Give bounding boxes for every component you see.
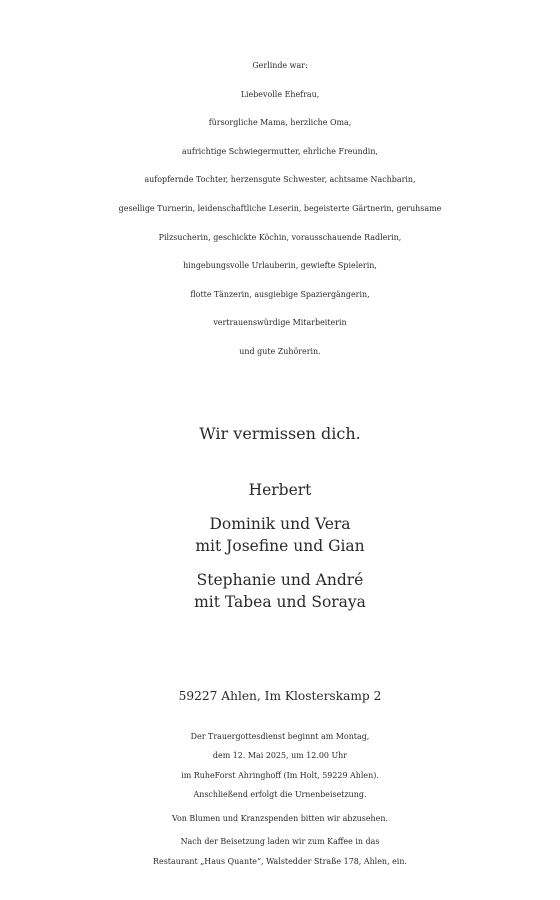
coffee-line: Restaurant „Haus Quante“, Walstedder Straße 178, Ahlen, ein. [153,856,407,866]
mourner-group [0,569,560,613]
poem-line: Liebevolle Ehefrau, [240,89,320,99]
mourners-list [0,479,560,625]
farewell-line: Wir vermissen dich. [199,424,361,443]
poem-line: vertrauenswürdige Mitarbeiterin [213,318,347,328]
poem-line: flotte Tänzerin, ausgiebige Spaziergängerin, [190,289,370,299]
poem-line: aufopfernde Tochter, herzensgute Schwester, achtsame Nachbarin, [144,175,416,185]
mourner-name: Stephanie und André [196,571,364,589]
service-line: Der Trauergottesdienst beginnt am Montag, [190,731,370,741]
mourner-name: mit Tabea und Soraya [194,593,366,611]
coffee-line: Nach der Beisetzung laden wir zum Kaffee in das [180,837,380,846]
tribute-poem [0,52,560,367]
service-info [0,727,560,805]
coffee-invitation [0,832,560,871]
service-line: Anschließend erfolgt die Urnenbeisetzung. [193,790,367,799]
poem-line: Pilzsucherin, geschickte Köchin, vorausschauende Radlerin, [158,232,402,242]
poem-line: gesellige Turnerin, leidenschaftliche Leserin, begeisterte Gärtnerin, geruhsame [118,203,442,213]
service-details [0,687,560,875]
poem-line: Gerlinde war: [252,61,308,70]
mourner-spouse [0,479,560,501]
address: 59227 Ahlen, Im Klosterskamp 2 [178,689,382,703]
poem-line: und gute Zuhörerin. [239,346,321,356]
mourner-name: Herbert [248,481,312,499]
mourner-name: Dominik und Vera [209,515,351,533]
flowers-line: Von Blumen und Kranzspenden bitten wir abzusehen. [171,813,389,823]
mourner-name: mit Josefine und Gian [195,537,365,555]
mourner-group [0,513,560,557]
poem-line: fürsorgliche Mama, herzliche Oma, [208,118,352,128]
service-line: dem 12. Mai 2025, um 12.00 Uhr [212,751,348,760]
poem-line: hingebungsvolle Urlauberin, gewiefte Spielerin, [183,261,377,271]
service-line: im RuheForst Ahringhoff (Im Holt, 59229 Ahlen). [181,770,379,780]
poem-line: aufrichtige Schwiegermutter, ehrliche Freundin, [182,146,378,156]
flowers-note [0,809,560,829]
